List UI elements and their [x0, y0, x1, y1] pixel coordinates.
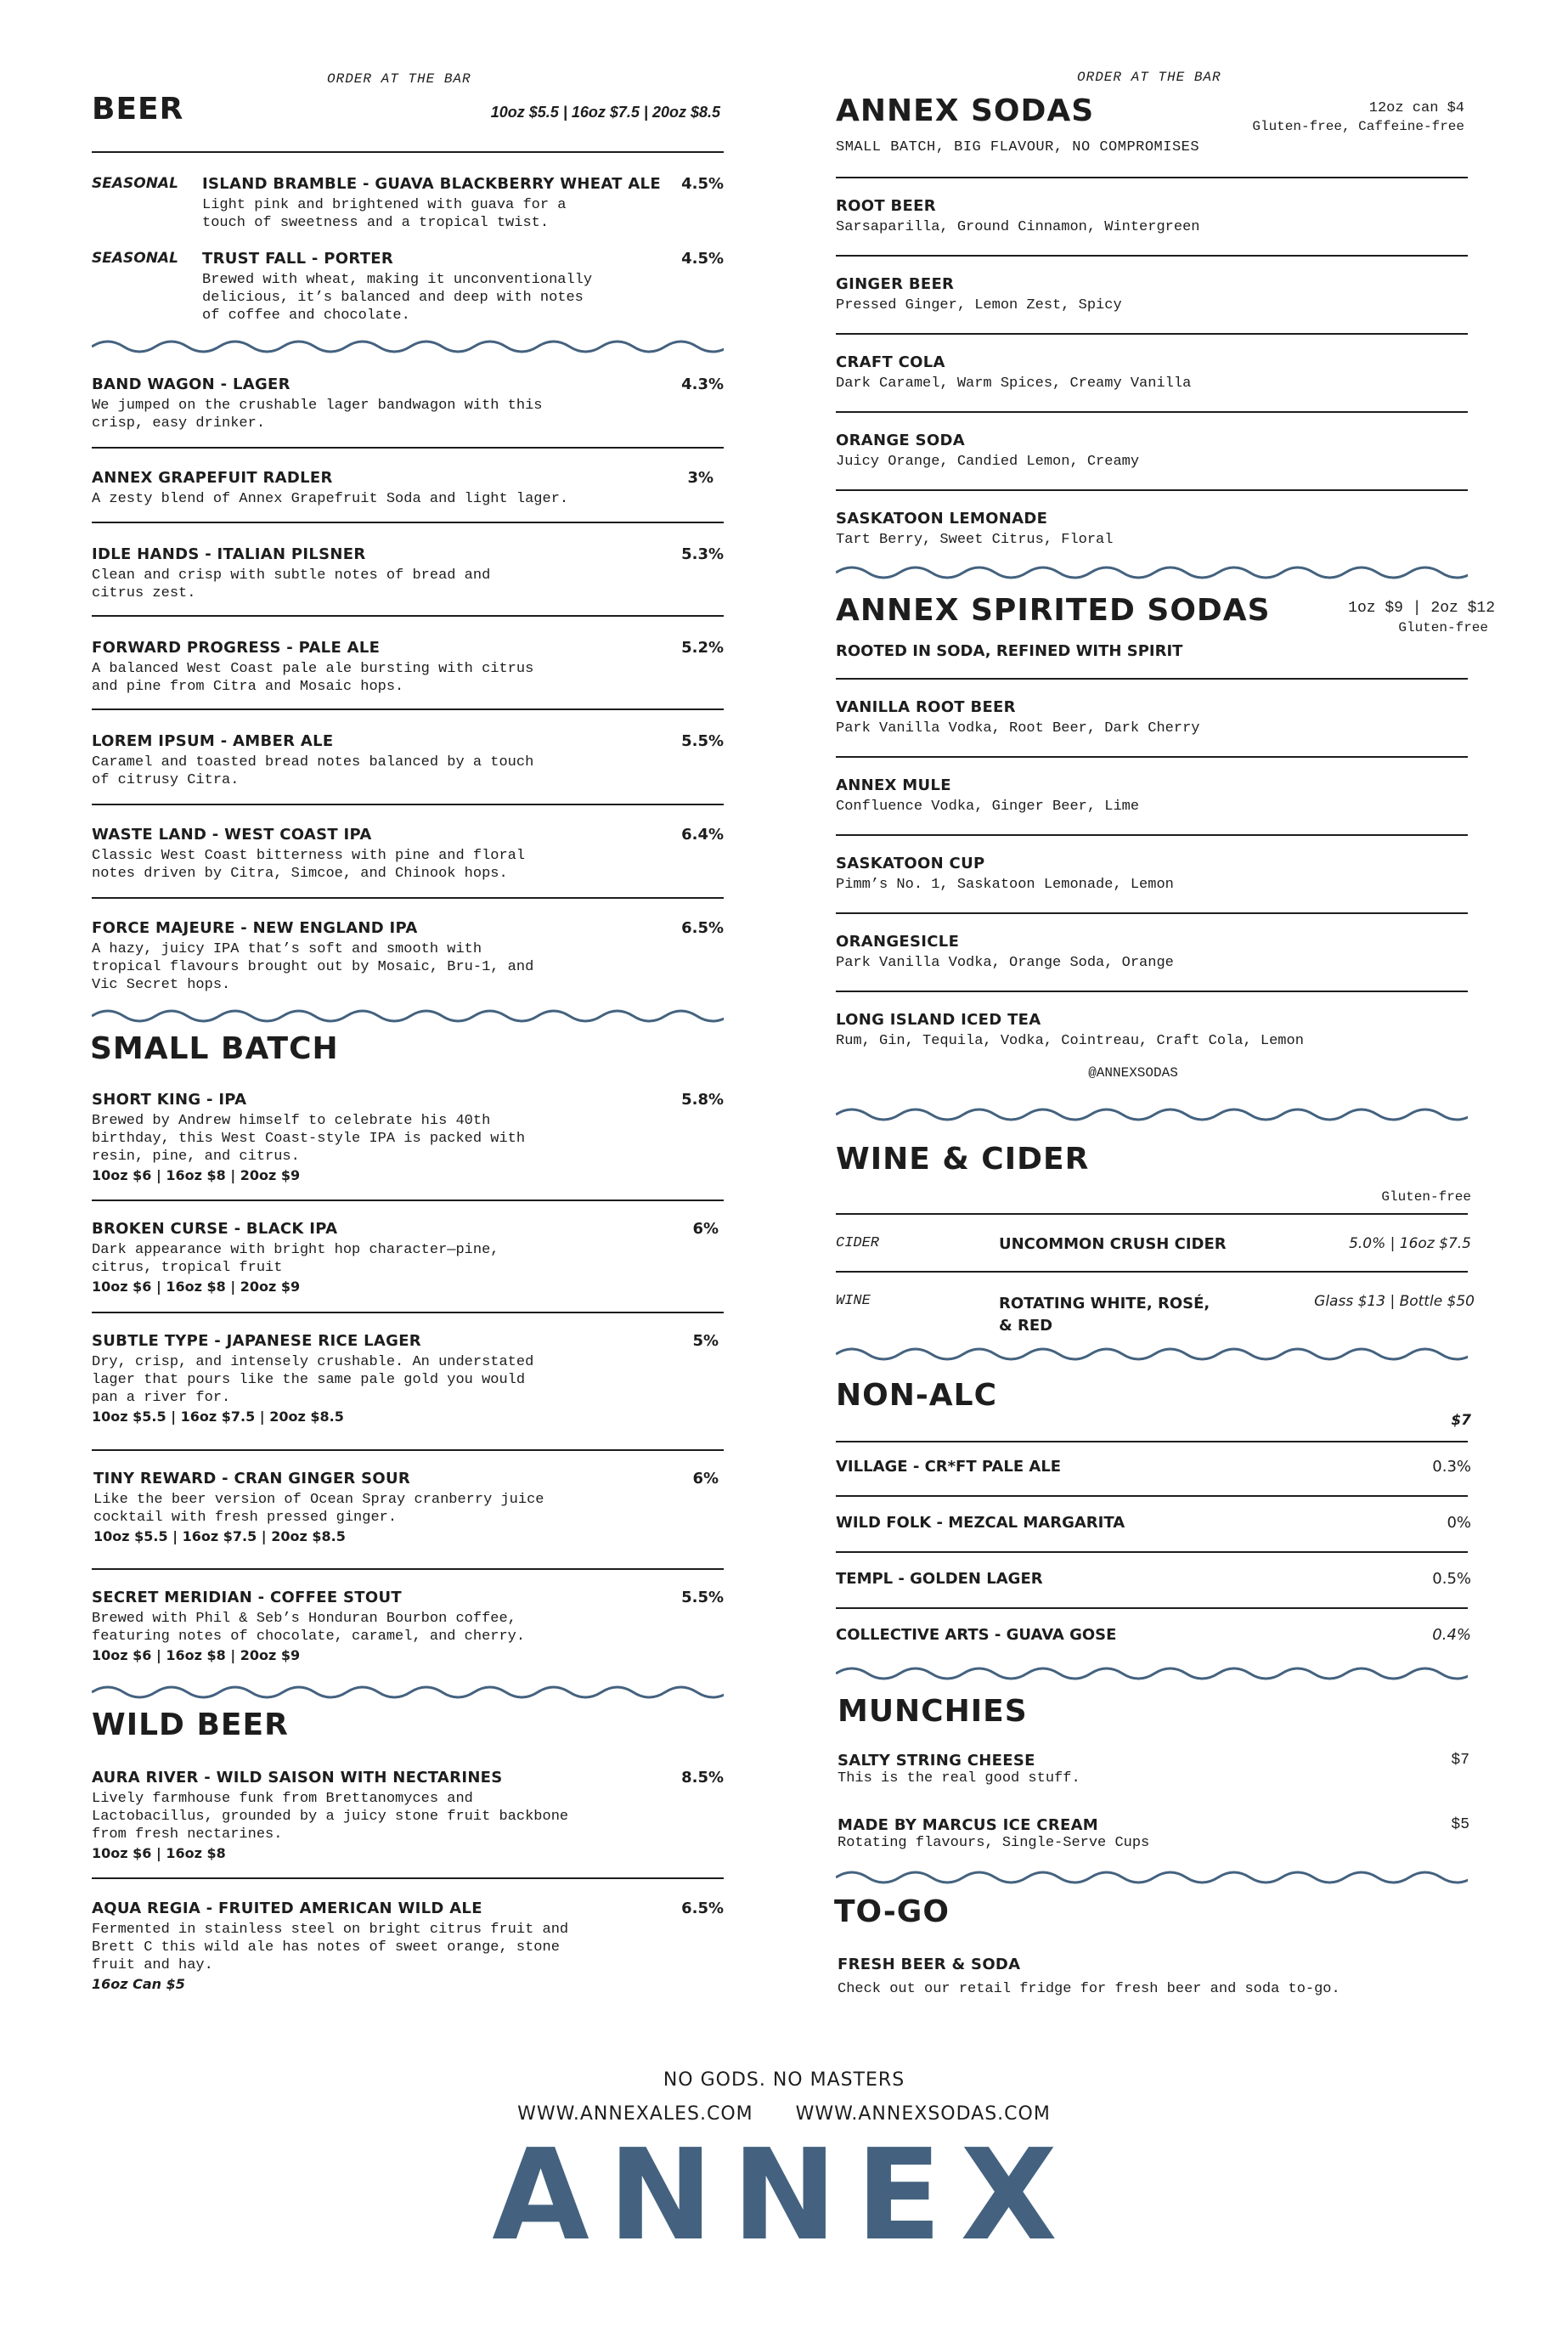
- wave-divider: [836, 561, 1468, 584]
- munchies-item: [838, 1816, 1381, 1852]
- non-alc-item: TEMPL - GOLDEN LAGER: [836, 1570, 1043, 1588]
- item-abv: 0%: [1447, 1514, 1471, 1532]
- item-name: ROOT BEER: [836, 197, 936, 215]
- divider: [92, 615, 724, 617]
- item-desc: Pressed Ginger, Lemon Zest, Spicy: [836, 297, 1122, 313]
- spirited-subtitle: ROOTED IN SODA, REFINED WITH SPIRIT: [836, 642, 1183, 660]
- wild-beer-item: [92, 1900, 686, 1992]
- item-price: 10oz $5.5 | 16oz $7.5 | 20oz $8.5: [92, 1408, 344, 1425]
- item-name: AQUA REGIA - FRUITED AMERICAN WILD ALE: [92, 1900, 482, 1917]
- divider: [836, 411, 1468, 413]
- item-name: ANNEX MULE: [836, 776, 951, 794]
- item-price: 10oz $6 | 16oz $8: [92, 1845, 226, 1861]
- sodas-subtitle: SMALL BATCH, BIG FLAVOUR, NO COMPROMISES: [836, 139, 1200, 155]
- item-desc: Dark appearance with bright hop character—pine, citrus, tropical fruit: [92, 1242, 499, 1276]
- spirited-note: Gluten-free: [1398, 620, 1488, 635]
- wave-divider: [92, 1004, 724, 1028]
- item-price: 10oz $6 | 16oz $8 | 20oz $9: [92, 1279, 301, 1295]
- spirited-item: [836, 776, 1464, 816]
- slogan: NO GODS. NO MASTERS: [663, 2069, 905, 2091]
- item-name: ORANGESICLE: [836, 933, 960, 951]
- item-desc: Dry, crisp, and intensely crushable. An understated lager that pours like the same pale gold you would pan a river for.: [92, 1354, 534, 1406]
- item-desc: Lively farmhouse funk from Brettanomyces and Lactobacillus, grounded by a juicy stone fruit backbone from fresh nectarines.: [92, 1791, 569, 1843]
- spirited-item: [836, 698, 1464, 737]
- divider: [92, 1312, 724, 1313]
- item-desc: This is the real good stuff.: [838, 1770, 1080, 1787]
- item-desc: Park Vanilla Vodka, Orange Soda, Orange: [836, 955, 1174, 971]
- small-batch-title: SMALL BATCH: [90, 1031, 339, 1066]
- annex-sodas-title: ANNEX SODAS: [836, 93, 1095, 128]
- order-at-bar-right: ORDER AT THE BAR: [1077, 70, 1221, 85]
- small-batch-item: [92, 1220, 669, 1295]
- item-abv: 0.4%: [1432, 1626, 1471, 1644]
- non-alc-item: VILLAGE - CR*FT PALE ALE: [836, 1458, 1062, 1476]
- item-desc: Pimm’s No. 1, Saskatoon Lemonade, Lemon: [836, 877, 1174, 893]
- item-name: FORWARD PROGRESS - PALE ALE: [92, 639, 381, 657]
- item-name: IDLE HANDS - ITALIAN PILSNER: [92, 545, 366, 563]
- item-name: AURA RIVER - WILD SAISON WITH NECTARINES: [92, 1769, 503, 1787]
- divider: [92, 447, 724, 449]
- divider: [836, 756, 1468, 758]
- beer-item: [202, 175, 678, 232]
- item-price: $5: [1451, 1816, 1469, 1833]
- wave-divider: [92, 1680, 724, 1704]
- item-name: SUBTLE TYPE - JAPANESE RICE LAGER: [92, 1332, 421, 1350]
- cider-type: CIDER: [836, 1235, 880, 1251]
- item-abv: 5.8%: [681, 1091, 724, 1109]
- item-name: SASKATOON LEMONADE: [836, 510, 1048, 528]
- item-abv: 5.3%: [681, 545, 724, 563]
- item-name: WASTE LAND - WEST COAST IPA: [92, 826, 372, 844]
- wave-divider: [836, 1342, 1468, 1366]
- divider: [836, 1213, 1468, 1215]
- item-abv: 4.5%: [681, 250, 724, 268]
- spirited-item: [836, 1011, 1464, 1050]
- wine-price: Glass $13 | Bottle $50: [1314, 1293, 1475, 1310]
- divider: [836, 1607, 1468, 1609]
- item-abv: 5.5%: [681, 1589, 724, 1606]
- soda-item: [836, 197, 1464, 236]
- item-desc: A hazy, juicy IPA that’s soft and smooth with tropical flavours brought out by Mosaic, Bru-1, and Vic Secret hops.: [92, 941, 534, 993]
- item-price: $7: [1451, 1752, 1469, 1769]
- soda-item: [836, 432, 1464, 471]
- small-batch-item: [93, 1470, 671, 1544]
- small-batch-item: [92, 1091, 669, 1183]
- divider: [836, 255, 1468, 257]
- item-abv: 8.5%: [681, 1769, 724, 1787]
- item-desc: Like the beer version of Ocean Spray cranberry juice cocktail with fresh pressed ginger.: [93, 1492, 544, 1526]
- spirited-item: [836, 933, 1464, 972]
- sodas-price: 12oz can $4: [1368, 100, 1464, 116]
- item-abv: 3%: [687, 469, 713, 487]
- divider: [92, 1877, 724, 1879]
- seasonal-tag: SEASONAL: [92, 250, 178, 267]
- sodas-note: Gluten-free, Caffeine-free: [1252, 119, 1464, 134]
- item-desc: Rum, Gin, Tequila, Vodka, Cointreau, Craft Cola, Lemon: [836, 1033, 1304, 1049]
- item-abv: 6.5%: [681, 1900, 724, 1917]
- item-abv: 0.5%: [1432, 1570, 1471, 1588]
- soda-item: [836, 275, 1464, 314]
- wave-divider: [836, 1103, 1468, 1126]
- item-name: TRUST FALL - PORTER: [202, 250, 394, 268]
- divider: [92, 151, 724, 153]
- item-abv: 5.2%: [681, 639, 724, 657]
- order-at-bar-left: ORDER AT THE BAR: [327, 71, 471, 87]
- item-desc: Rotating flavours, Single-Serve Cups: [838, 1835, 1150, 1851]
- item-price: 10oz $6 | 16oz $8 | 20oz $9: [92, 1167, 301, 1183]
- item-name: SALTY STRING CHEESE: [838, 1752, 1035, 1770]
- non-alc-price: $7: [1451, 1412, 1471, 1429]
- divider: [836, 333, 1468, 335]
- wine-type: WINE: [836, 1293, 871, 1309]
- beer-item: [92, 919, 669, 994]
- spirited-title: ANNEX SPIRITED SODAS: [836, 593, 1271, 628]
- divider: [836, 1271, 1468, 1273]
- item-name: LOREM IPSUM - AMBER ALE: [92, 732, 334, 750]
- beer-item: [92, 826, 669, 883]
- item-abv: 5.5%: [681, 732, 724, 750]
- sodas-handle: @ANNEXSODAS: [1088, 1065, 1178, 1081]
- divider: [836, 834, 1468, 836]
- divider: [836, 489, 1468, 491]
- website-sodas[interactable]: WWW.ANNEXSODAS.COM: [795, 2103, 1051, 2125]
- item-desc: Clean and crisp with subtle notes of bread and citrus zest.: [92, 567, 491, 601]
- item-desc: Light pink and brightened with guava for a touch of sweetness and a tropical twist.: [202, 197, 567, 231]
- item-name: MADE BY MARCUS ICE CREAM: [838, 1816, 1099, 1834]
- divider: [836, 678, 1468, 680]
- item-desc: We jumped on the crushable lager bandwagon with this crisp, easy drinker.: [92, 398, 543, 432]
- divider: [836, 177, 1468, 178]
- divider: [92, 804, 724, 805]
- divider: [836, 912, 1468, 914]
- item-abv: 4.3%: [681, 375, 724, 393]
- item-desc: A zesty blend of Annex Grapefruit Soda and light lager.: [92, 491, 569, 507]
- divider: [836, 1551, 1468, 1553]
- divider: [836, 991, 1468, 992]
- divider: [836, 1441, 1468, 1442]
- wave-divider: [836, 1662, 1468, 1685]
- item-name: TINY REWARD - CRAN GINGER SOUR: [93, 1470, 411, 1487]
- divider: [836, 1495, 1468, 1497]
- item-abv: 0.3%: [1432, 1458, 1471, 1476]
- to-go-item: [838, 1956, 1466, 1998]
- wild-beer-item: [92, 1769, 686, 1861]
- item-abv: 5%: [692, 1332, 719, 1350]
- item-price: 10oz $5.5 | 16oz $7.5 | 20oz $8.5: [93, 1528, 346, 1544]
- item-desc: Check out our retail fridge for fresh beer and soda to-go.: [838, 1981, 1340, 1997]
- beer-prices: 10oz $5.5 | 16oz $7.5 | 20oz $8.5: [490, 104, 720, 121]
- item-desc: Fermented in stainless steel on bright citrus fruit and Brett C this wild ale has notes of sweet orange, stone fruit and hay.: [92, 1922, 569, 1973]
- divider: [92, 1449, 724, 1451]
- soda-item: [836, 510, 1464, 549]
- beer-item: [92, 469, 669, 508]
- item-desc: A balanced West Coast pale ale bursting with citrus and pine from Citra and Mosaic hops.: [92, 661, 534, 695]
- annex-logo: ANNEX: [492, 2122, 1076, 2268]
- item-name: ORANGE SODA: [836, 432, 965, 449]
- item-desc: Classic West Coast bitterness with pine and floral notes driven by Citra, Simcoe, and Chinook hops.: [92, 848, 526, 882]
- non-alc-item: COLLECTIVE ARTS - GUAVA GOSE: [836, 1626, 1117, 1644]
- divider: [92, 708, 724, 710]
- item-name: CRAFT COLA: [836, 353, 945, 371]
- item-desc: Confluence Vodka, Ginger Beer, Lime: [836, 799, 1140, 815]
- item-abv: 6%: [692, 1220, 719, 1238]
- item-price: 10oz $6 | 16oz $8 | 20oz $9: [92, 1647, 301, 1663]
- item-name: SHORT KING - IPA: [92, 1091, 247, 1109]
- divider: [92, 1200, 724, 1201]
- item-desc: Tart Berry, Sweet Citrus, Floral: [836, 532, 1114, 548]
- beer-item: [92, 545, 669, 602]
- wine-name: ROTATING WHITE, ROSÉ, & RED: [999, 1295, 1210, 1335]
- beer-item: [92, 375, 669, 432]
- small-batch-item: [92, 1589, 669, 1663]
- beer-item: [92, 732, 669, 789]
- beer-item: [92, 639, 669, 696]
- wine-note: Gluten-free: [1381, 1189, 1471, 1205]
- seasonal-tag: SEASONAL: [92, 175, 178, 192]
- munchies-item: [838, 1752, 1381, 1787]
- item-desc: Brewed with Phil & Seb’s Honduran Bourbon coffee, featuring notes of chocolate, caramel, and cherry.: [92, 1611, 526, 1645]
- item-name: BROKEN CURSE - BLACK IPA: [92, 1220, 338, 1238]
- item-name: SASKATOON CUP: [836, 855, 985, 872]
- item-abv: 6.4%: [681, 826, 724, 844]
- item-desc: Sarsaparilla, Ground Cinnamon, Wintergreen: [836, 219, 1200, 235]
- divider: [92, 1568, 724, 1570]
- non-alc-item: WILD FOLK - MEZCAL MARGARITA: [836, 1514, 1125, 1532]
- non-alc-title: NON-ALC: [836, 1378, 998, 1413]
- to-go-title: TO-GO: [834, 1894, 950, 1929]
- cider-name: UNCOMMON CRUSH CIDER: [999, 1235, 1227, 1253]
- item-desc: Park Vanilla Vodka, Root Beer, Dark Cherry: [836, 720, 1200, 737]
- soda-item: [836, 353, 1464, 392]
- item-name: ANNEX GRAPEFUIT RADLER: [92, 469, 333, 487]
- munchies-title: MUNCHIES: [838, 1694, 1028, 1729]
- wild-beer-title: WILD BEER: [92, 1708, 289, 1742]
- wave-divider: [836, 1866, 1468, 1889]
- spirited-price: 1oz $9 | 2oz $12: [1348, 600, 1495, 617]
- item-abv: 6.5%: [681, 919, 724, 937]
- item-name: FRESH BEER & SODA: [838, 1956, 1021, 1973]
- item-desc: Brewed by Andrew himself to celebrate his 40th birthday, this West Coast-style IPA is packed with resin, pine, and citrus.: [92, 1113, 526, 1165]
- beer-title: BEER: [92, 92, 184, 127]
- item-price: 16oz Can $5: [92, 1976, 185, 1992]
- item-name: LONG ISLAND ICED TEA: [836, 1011, 1041, 1029]
- item-name: VANILLA ROOT BEER: [836, 698, 1016, 716]
- cider-price: 5.0% | 16oz $7.5: [1349, 1235, 1471, 1252]
- item-name: SECRET MERIDIAN - COFFEE STOUT: [92, 1589, 402, 1606]
- beer-item: [202, 250, 678, 325]
- spirited-item: [836, 855, 1464, 894]
- item-name: BAND WAGON - LAGER: [92, 375, 290, 393]
- item-desc: Caramel and toasted bread notes balanced by a touch of citrusy Citra.: [92, 754, 534, 788]
- item-name: ISLAND BRAMBLE - GUAVA BLACKBERRY WHEAT ALE: [202, 175, 661, 193]
- item-desc: Juicy Orange, Candied Lemon, Creamy: [836, 454, 1140, 470]
- item-abv: 6%: [692, 1470, 719, 1487]
- divider: [92, 522, 724, 523]
- item-name: FORCE MAJEURE - NEW ENGLAND IPA: [92, 919, 418, 937]
- divider: [92, 897, 724, 899]
- item-name: GINGER BEER: [836, 275, 955, 293]
- wave-divider: [92, 335, 724, 358]
- item-desc: Dark Caramel, Warm Spices, Creamy Vanilla: [836, 375, 1192, 392]
- wine-cider-title: WINE & CIDER: [836, 1142, 1090, 1177]
- item-desc: Brewed with wheat, making it unconventionally delicious, it’s balanced and deep with notes of coffee and chocolate.: [202, 272, 593, 324]
- website-ales[interactable]: WWW.ANNEXALES.COM: [517, 2103, 753, 2125]
- item-abv: 4.5%: [681, 175, 724, 193]
- small-batch-item: [92, 1332, 669, 1425]
